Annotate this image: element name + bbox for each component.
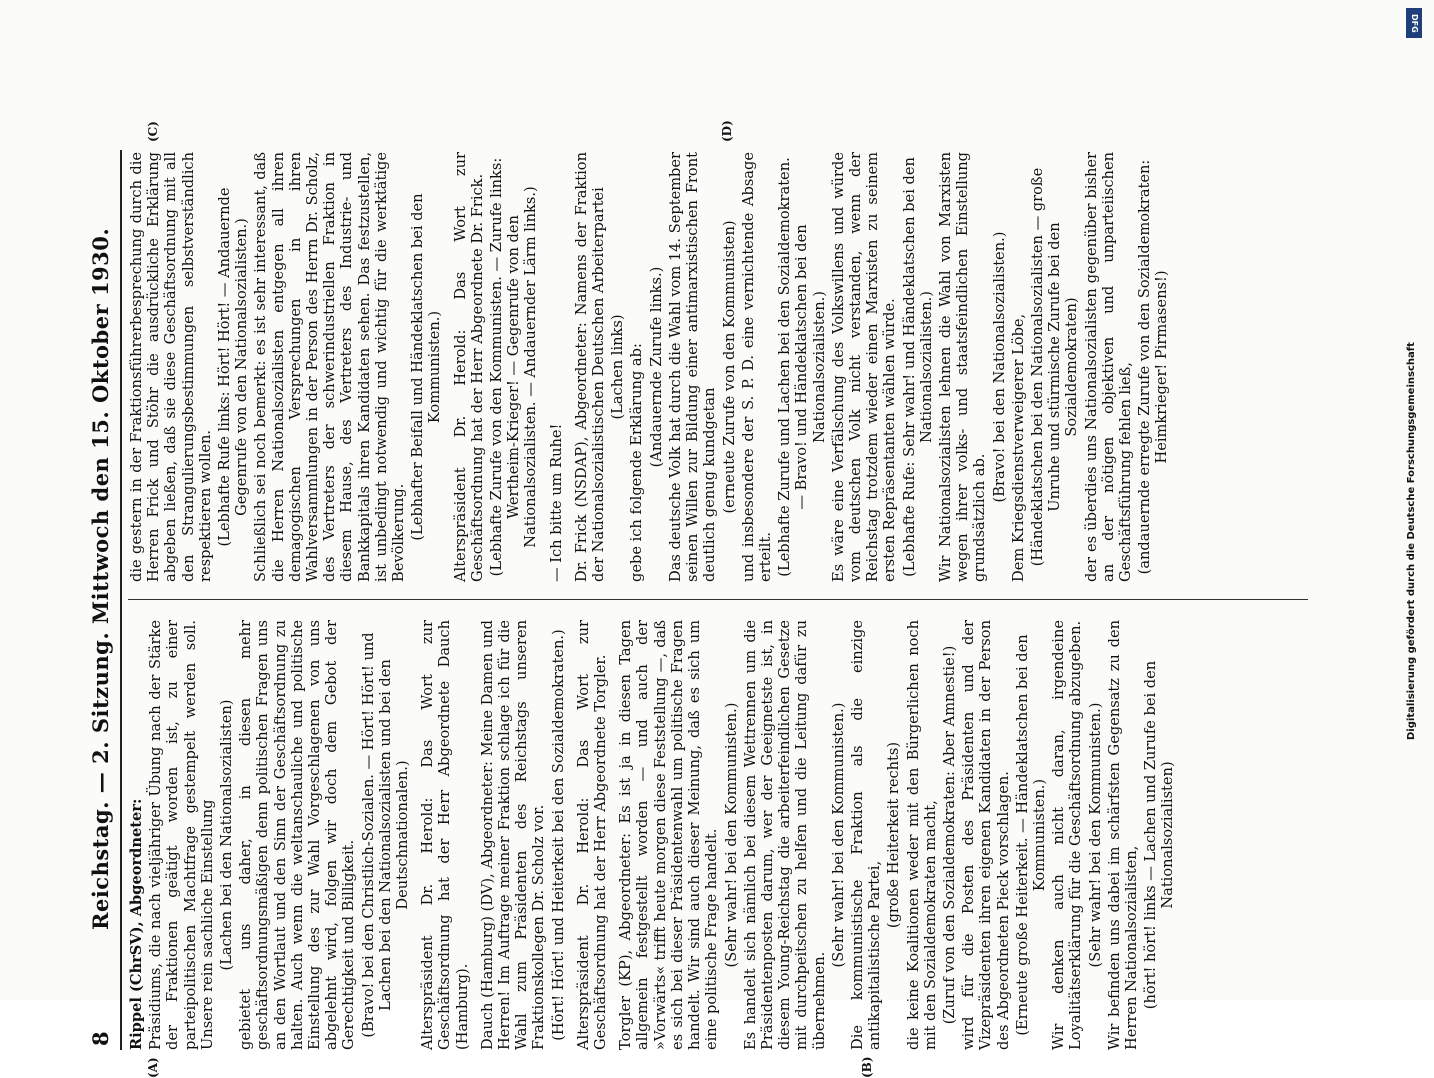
rotated-page bbox=[80, 150, 1370, 1050]
interjection: (Lebhafter Beifall und Händeklatschen bei den Kommunisten.) bbox=[409, 152, 443, 582]
paragraph: die gestern in der Fraktionsführerbesprechung durch die Herren Frick und Stöhr die ausdrückliche Erklärung abgeben ließen, daß sie diese Geschäftsordnung mit all den Strangulierungsbestimmungen selbstverständlich respektieren wollen. bbox=[128, 152, 214, 582]
interjection: (Lebhafte Rufe: Sehr wahr! und Händeklatschen bei den Nationalsozialisten.) bbox=[901, 152, 935, 582]
interjection: (Lebhafte Zurufe von den Kommunisten. — Zurufe links: Wertheim-Krieger! — Gegenrufe von den Nationalsozialisten. — Andauernder Lärm links.) bbox=[488, 152, 540, 582]
paragraph: Es wäre eine Verfälschung des Volkswillens und würde vom deutschen Volk nicht verstanden, wenn der Reichstag trotzdem wieder einen Marxisten zu seinem ersten Repräsentanten wählen würde. bbox=[830, 152, 899, 582]
paragraph: Präsidiums, die nach vieljähriger Übung nach der Stärke der Fraktionen geätigt worden ist, zu einer parteipolitischen Machtfrage gestempelt werden soll. Unsere rein sachliche Einstellung bbox=[147, 620, 216, 1050]
right-column bbox=[128, 152, 1173, 582]
speaker-line: Rippel (ChrSV), Abgeordneter: bbox=[128, 620, 145, 1050]
column-divider bbox=[128, 599, 1308, 600]
margin-marker-a: (A) bbox=[146, 1057, 160, 1078]
margin-marker-b: (B) bbox=[860, 1057, 874, 1078]
paragraph: der es überdies uns Nationalsozialisten gegenüber bisher an der nötigen objektiven und unparteiischen Geschäftsführung fehlen ließ, bbox=[1083, 152, 1135, 582]
interjection: (Zuruf von den Sozialdemokraten: Aber Amnestie!) bbox=[941, 620, 958, 1050]
paragraph: Wir denken auch nicht daran, irgendeine Loyalitätserklärung für die Geschäftsordnung abzugeben. bbox=[1050, 620, 1084, 1050]
paragraph: — Ich bitte um Ruhe! bbox=[548, 152, 565, 582]
interjection: (Lebhafte Zurufe und Lachen bei den Sozialdemokraten. — Bravo! und Händeklatschen bei den Nationalsozialisten.) bbox=[776, 152, 828, 582]
page-number: 8 bbox=[88, 1031, 113, 1046]
interjection: (erneute Zurufe von den Kommunisten) bbox=[721, 152, 738, 582]
paragraph: Es handelt sich nämlich bei diesem Wettrennen um die Präsidentenposten darum, wer der Geeignetste ist, in diesem Young-Reichstag die arbeiterfeindlichen Gesetze mit durchpeitschen zu helfen und die Leitung dafür zu übernehmen. bbox=[742, 620, 828, 1050]
interjection: (Erneute große Heiterkeit. — Händeklatschen bei den Kommunisten.) bbox=[1014, 620, 1048, 1050]
interjection: (hört! hört! links — Lachen und Zurufe bei den Nationalsozialisten) bbox=[1142, 620, 1176, 1050]
paragraph: Das deutsche Volk hat durch die Wahl vom 14. September seinen Willen zur Bildung einer antimarxistischen Front deutlich genug kundgetan bbox=[667, 152, 719, 582]
interjection: (Lachen bei den Nationalsozialisten) bbox=[218, 620, 235, 1050]
page-header bbox=[80, 150, 122, 1050]
interjection: (Hört! Hört! und Heiterkeit bei den Sozialdemokraten.) bbox=[550, 620, 567, 1050]
interjection: (andauernde erregte Zurufe von den Sozialdemokraten: Heimkrieger! Pirmasens!) bbox=[1136, 152, 1170, 582]
interjection: (Sehr wahr! bei den Kommunisten.) bbox=[723, 620, 740, 1050]
paragraph: Wir befinden uns dabei im schärfsten Gegensatz zu den Herren Nationalsozialisten, bbox=[1106, 620, 1140, 1050]
interjection: (große Heiterkeit rechts) bbox=[885, 620, 902, 1050]
interjection: (Andauernde Zurufe links.) bbox=[648, 152, 665, 582]
interjection: (Lebhafte Rufe links: Hört! Hört! — Andauernde Gegenrufe von den Nationalsozialisten.) bbox=[216, 152, 250, 582]
paragraph: Dauch (Hamburg) (DV), Abgeordneter: Meine Damen und Herren! Im Auftrage meiner Fraktion schlage ich für die Wahl zum Präsidenten des Reichstags unseren Fraktionskollegen Dr. Scholz vor. bbox=[479, 620, 548, 1050]
paragraph: Torgler (KP), Abgeordneter: Es ist ja in diesen Tagen allgemein festgestellt worden — und auch der »Vorwärts« trifft heute morgen diese Feststellung —, daß es sich bei dieser Präsidentenwahl um politische Fragen handelt. Wir sind auch dieser Meinung, daß es sich um eine politische Frage handelt. bbox=[617, 620, 720, 1050]
margin-marker-d: (D) bbox=[720, 120, 734, 142]
interjection: (Händeklatschen bei den Nationalsozialisten — große Unruhe und stürmische Zurufe bei den Sozialdemokraten) bbox=[1029, 152, 1081, 582]
paragraph: die keine Koalitionen weder mit den Bürgerlichen noch mit den Sozialdemokraten macht, bbox=[905, 620, 939, 1050]
paragraph: Die kommunistische Fraktion als die einzige antikapitalistische Partei, bbox=[849, 620, 883, 1050]
page-title: Reichstag. — 2. Sitzung. Mittwoch den 15. Oktober 1930. bbox=[88, 228, 113, 930]
interjection: (Bravo! bei den Christlich-Sozialen. — Hört! Hört! und Lachen bei den Nationalsozialisten und bei den Deutschnationalen.) bbox=[360, 620, 412, 1050]
margin-marker-c: (C) bbox=[146, 121, 160, 142]
left-column bbox=[128, 620, 1179, 1050]
interjection: (Sehr wahr! bei den Kommunisten.) bbox=[830, 620, 847, 1050]
dfg-logo: DFG bbox=[1406, 8, 1422, 38]
funding-text: Digitalisierung gefördert durch die Deutsche Forschungsgemeinschaft bbox=[1406, 342, 1417, 740]
paragraph: gebe ich folgende Erklärung ab: bbox=[628, 152, 645, 582]
paragraph: Schließlich sei noch bemerkt: es ist sehr interessant, daß die Herren Nationalsozialisten entgegen all ihren demagogischen Versprechungen in ihren Wahlversammlungen in der Person des Herrn Dr. Scholz, des Vertreters der schwerindustriellen Fraktion in diesem Hause, des Vertreters des Industrie- und Bankkapitals ihren Kandidaten sehen. Das festzustellen, ist unbedingt notwendig und wichtig für die werktätige Bevölkerung. bbox=[252, 152, 407, 582]
paragraph: Wir Nationalsozialisten lehnen die Wahl von Marxisten wegen ihrer volks- und staatsfeindlichen Einstellung grundsätzlich ab. bbox=[937, 152, 989, 582]
paragraph: wird für die Posten des Präsidenten und der Vizepräsidenten ihren eigenen Kandidaten in der Person des Abgeordneten Pieck vorschlagen. bbox=[960, 620, 1012, 1050]
paragraph: Dr. Frick (NSDAP), Abgeordneter: Namens der Fraktion der Nationalsozialistischen Deutschen Arbeiterpartei bbox=[573, 152, 607, 582]
paragraph: Alterspräsident Dr. Herold: Das Wort zur Geschäftsordnung hat der Herr Abgeordnete Dr. Frick. bbox=[452, 152, 486, 582]
funding-note bbox=[1404, 0, 1428, 1000]
interjection: (Lachen links) bbox=[609, 152, 626, 582]
paragraph: Dem Kriegsdienstverweigerer Löbe, bbox=[1010, 152, 1027, 582]
paragraph: und insbesondere der S. P. D. eine vernichtende Absage erteilt. bbox=[740, 152, 774, 582]
paragraph: Alterspräsident Dr. Herold: Das Wort zur Geschäftsordnung hat der Herr Abgeordnete Dauch (Hamburg). bbox=[419, 620, 471, 1050]
paragraph: gebietet uns daher, in diesen mehr geschäftsordnungsmäßigen denn politischen Fragen uns an den Wortlaut und den Sinn der Geschäftsordnung zu halten. Auch wenn die weltanschauliche und politische Einstellung des zur Wahl Vorgeschlagenen von uns abgelehnt wird, folgen wir doch dem Gebot der Gerechtigkeit und Billigkeit. bbox=[237, 620, 357, 1050]
interjection: (Bravo! bei den Nationalsozialisten.) bbox=[991, 152, 1008, 582]
interjection: (Sehr wahr! bei den Kommunisten.) bbox=[1087, 620, 1104, 1050]
paragraph: Alterspräsident Dr. Herold: Das Wort zur Geschäftsordnung hat der Herr Abgeordnete Torgler. bbox=[575, 620, 609, 1050]
